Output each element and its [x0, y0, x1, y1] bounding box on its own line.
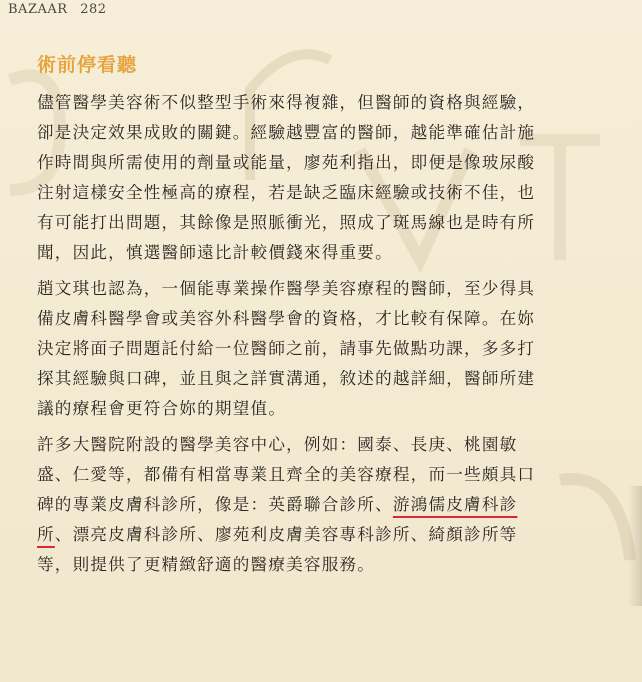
text-line: 趙文琪也認為，一個能專業操作醫學美容療程的醫師，至少得具: [37, 279, 536, 298]
page-number: 282: [80, 2, 107, 17]
text-segment: 碑的專業皮膚科診所，像是：英爵聯合診所、: [37, 495, 393, 514]
paragraph-3: [37, 430, 611, 580]
section-title: 術前停看聽: [37, 54, 138, 76]
text-line: 議的療程會更符合妳的期望值。: [37, 399, 287, 418]
text-line: 注射這樣安全性極高的療程，若是缺乏臨床經驗或技術不佳，也: [37, 183, 536, 202]
text-line: 盛、仁愛等，都備有相當專業且齊全的美容療程，而一些頗具口: [37, 465, 536, 484]
text-line: 決定將面子問題託付給一位醫師之前，請事先做點功課，多多打: [37, 339, 536, 358]
page-edge-shadow: [628, 486, 642, 606]
paragraph-1: [37, 88, 611, 268]
text-line: 備皮膚科醫學會或美容外科醫學會的資格，才比較有保障。在妳: [37, 309, 536, 328]
paragraph-2: [37, 274, 611, 424]
text-line: 儘管醫學美容術不似整型手術來得複雜，但醫師的資格與經驗，: [37, 93, 536, 112]
underlined-clinic-name: 游鴻儒皮膚科診: [392, 495, 518, 514]
text-line: 有可能打出問題，其餘像是照脈衝光，照成了斑馬線也是時有所: [37, 213, 536, 232]
text-line: 許多大醫院附設的醫學美容中心，例如：國泰、長庚、桃園敏: [37, 435, 518, 454]
text-line: 卻是決定效果成敗的關鍵。經驗越豐富的醫師，越能準確估計施: [37, 123, 536, 142]
underlined-clinic-name-end: 所: [37, 525, 55, 544]
text-line: [37, 490, 611, 520]
magazine-brand: BAZAAR: [8, 2, 68, 17]
text-line: 聞，因此，慎選醫師遠比計較價錢來得重要。: [37, 243, 393, 262]
text-line: 作時間與所需使用的劑量或能量，廖苑利指出，即便是像玻尿酸: [37, 153, 536, 172]
article-body: [37, 88, 611, 586]
magazine-header: [8, 2, 107, 17]
text-line: 等，則提供了更精緻舒適的醫療美容服務。: [37, 555, 376, 574]
text-segment: 、漂亮皮膚科診所、廖苑利皮膚美容專科診所、綺顏診所等: [54, 525, 518, 544]
text-line: [37, 520, 611, 550]
text-line: 探其經驗與口碑，並且與之詳實溝通，敘述的越詳細，醫師所建: [37, 369, 536, 388]
